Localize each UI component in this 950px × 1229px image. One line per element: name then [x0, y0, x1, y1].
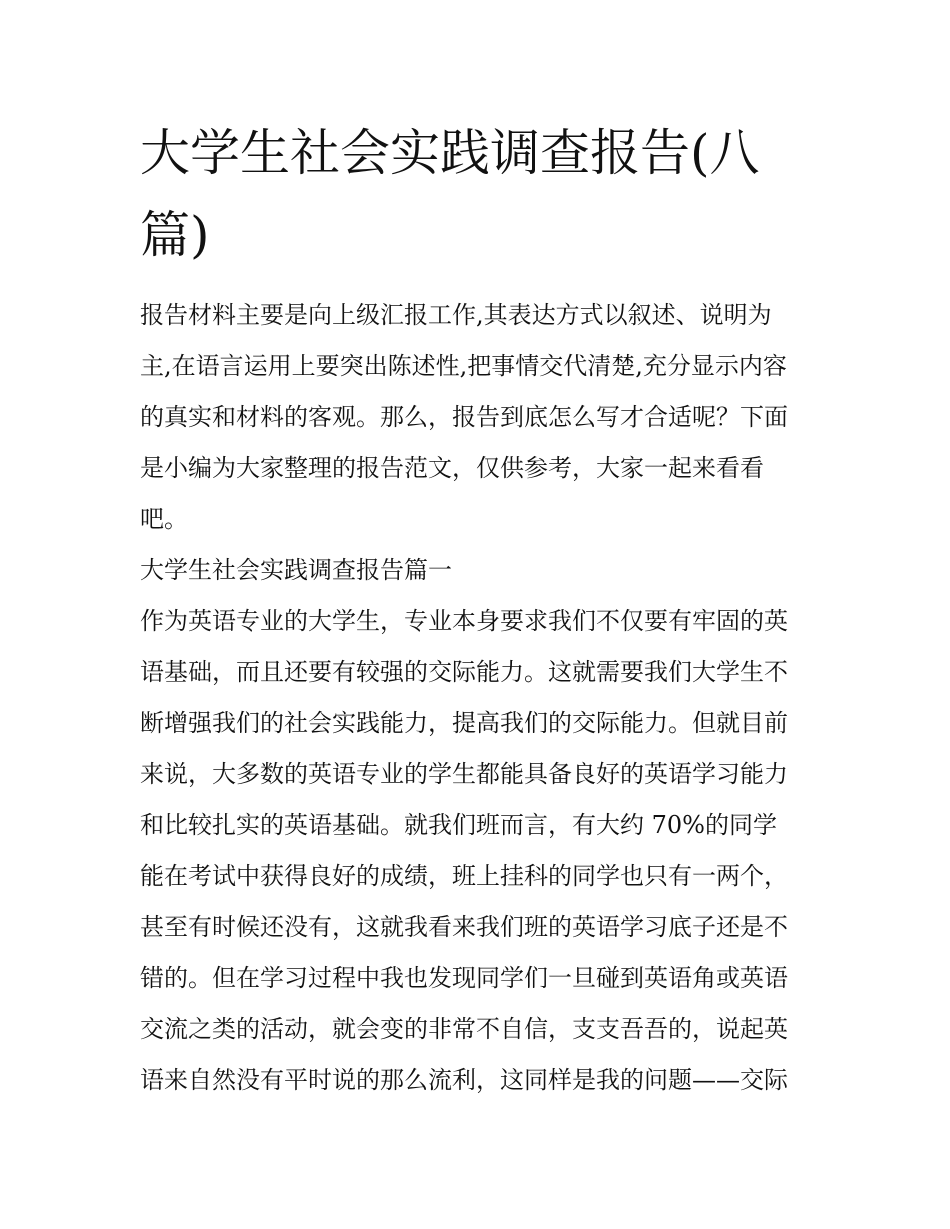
paragraph-line: 语基础，而且还要有较强的交际能力。这就需要我们大学生不	[140, 658, 788, 686]
paragraph-line: 是小编为大家整理的报告范文，仅供参考，大家一起来看看	[140, 454, 764, 482]
paragraph-line: 的真实和材料的客观。那么，报告到底怎么写才合适呢？下面	[140, 403, 788, 431]
document-page	[140, 112, 812, 1106]
section-heading: 大学生社会实践调查报告篇一	[140, 556, 452, 584]
document-title: 大学生社会实践调查报告(八篇)	[140, 124, 760, 264]
paragraph-line: 报告材料主要是向上级汇报工作,其表达方式以叙述、说明为	[140, 301, 772, 329]
paragraph-line: 能在考试中获得良好的成绩，班上挂科的同学也只有一两个，	[140, 862, 788, 890]
intro-paragraph	[140, 290, 812, 545]
paragraph-line: 主,在语言运用上要突出陈述性,把事情交代清楚,充分显示内容	[140, 352, 787, 380]
paragraph-line: 和比较扎实的英语基础。就我们班而言，有大约 70%的同学	[140, 811, 777, 839]
paragraph-line: 交流之类的活动，就会变的非常不自信，支支吾吾的，说起英	[140, 1015, 788, 1043]
paragraph-line: 错的。但在学习过程中我也发现同学们一旦碰到英语角或英语	[140, 964, 788, 992]
paragraph-line: 作为英语专业的大学生，专业本身要求我们不仅要有牢固的英	[140, 607, 788, 635]
section-paragraph	[140, 596, 812, 1106]
paragraph-line: 来说，大多数的英语专业的学生都能具备良好的英语学习能力	[140, 760, 788, 788]
paragraph-line: 断增强我们的社会实践能力，提高我们的交际能力。但就目前	[140, 709, 788, 737]
paragraph-line: 吧。	[140, 505, 188, 533]
paragraph-line: 语来自然没有平时说的那么流利，这同样是我的问题——交际	[140, 1066, 788, 1094]
paragraph-line: 甚至有时候还没有，这就我看来我们班的英语学习底子还是不	[140, 913, 788, 941]
